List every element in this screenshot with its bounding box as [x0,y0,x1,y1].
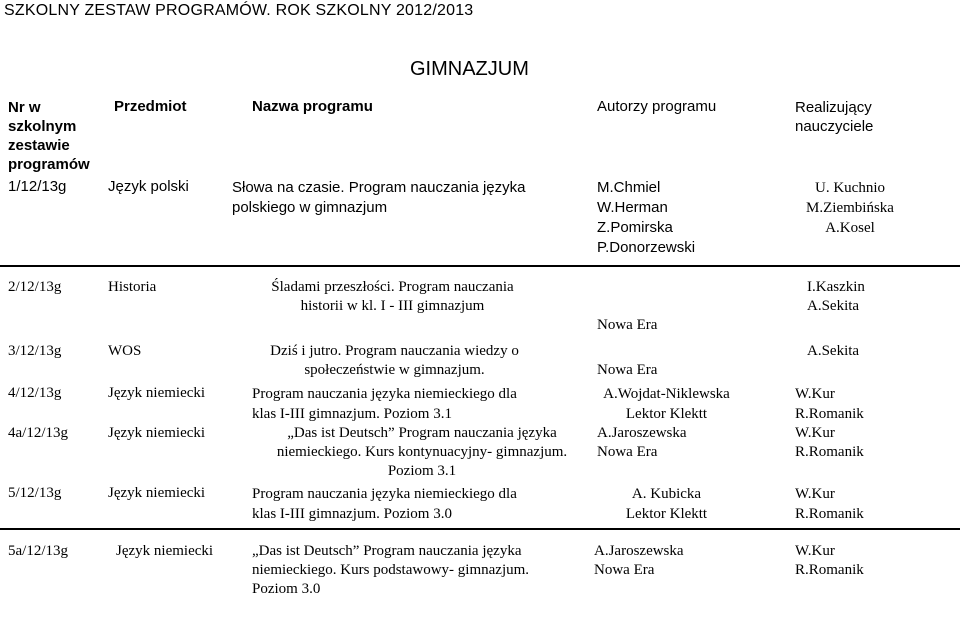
row-1-authors: M.Chmiel W.Herman Z.Pomirska P.Donorzewski [597,179,696,256]
row-1-nr: 1/12/13g [8,178,67,195]
section-divider [0,528,960,530]
row-5a-teachers: W.Kur R.Romanik [795,543,864,578]
row-4-subject: Język niemiecki [108,385,206,401]
row-1-teachers: U. Kuchnio M.Ziembińska A.Kosel [806,180,894,236]
row-4-nr: 4/12/13g [8,385,62,401]
row-3-subject: WOS [108,343,142,359]
row-5a-subject: Język niemiecki [116,543,214,559]
row-2-program: Śladami przeszłości. Program nauczania historii w kl. I - III gimnazjum [271,279,514,314]
header-authors: Autorzy programu [597,98,717,115]
row-4-program: Program nauczania języka niemieckiego dla klas I-III gimnazjum. Poziom 3.1 [252,386,517,422]
row-5a-authors: A.Jaroszewska Nowa Era [594,543,684,578]
row-4a-program: „Das ist Deutsch” Program nauczania języka niemieckiego. Kurs kontynuacyjny- gimnazjum. Poziom 3.1 [276,425,568,479]
row-4-authors: A.Wojdat-Niklewska Lektor Klektt [603,386,730,422]
section-divider [0,265,960,267]
row-5-authors: A. Kubicka Lektor Klektt [625,486,708,522]
row-4a-nr: 4a/12/13g [8,425,68,441]
header-subject: Przedmiot [114,98,187,115]
row-3-nr: 3/12/13g [8,343,62,359]
row-2-nr: 2/12/13g [8,279,62,295]
row-5a-nr: 5a/12/13g [8,543,68,559]
row-3-program: Dziś i jutro. Program nauczania wiedzy o społeczeństwie w gimnazjum. [270,343,519,378]
row-5-teachers: W.Kur R.Romanik [795,486,864,522]
row-4a-subject: Język niemiecki [108,425,206,441]
row-3-authors: Nowa Era [597,362,658,378]
row-4-teachers: W.Kur R.Romanik [795,386,864,422]
row-1-program: Słowa na czasie. Program nauczania języka polskiego w gimnazjum [232,179,526,216]
row-5-nr: 5/12/13g [8,485,62,501]
row-4a-authors: A.Jaroszewska Nowa Era [597,425,687,460]
document-title: SZKOLNY ZESTAW PROGRAMÓW. ROK SZKOLNY 2012/2013 [4,2,474,19]
row-2-teachers: I.Kaszkin A.Sekita [807,279,865,314]
row-1-subject: Język polski [108,178,189,195]
section-title: GIMNAZJUM [410,58,529,80]
row-3-teachers: A.Sekita [807,343,860,359]
row-5-subject: Język niemiecki [108,485,206,501]
header-program: Nazwa programu [252,98,373,115]
row-2-subject: Historia [108,279,157,295]
row-5-program: Program nauczania języka niemieckiego dla klas I-III gimnazjum. Poziom 3.0 [252,486,517,522]
header-nr: Nr w szkolnym zestawie programów [8,99,90,173]
header-teachers: Realizujący nauczyciele [795,99,874,135]
row-5a-program: „Das ist Deutsch” Program nauczania języka niemieckiego. Kurs podstawowy- gimnazjum. Poziom 3.0 [252,543,530,597]
row-2-authors: Nowa Era [597,317,658,333]
row-4a-teachers: W.Kur R.Romanik [795,425,864,460]
